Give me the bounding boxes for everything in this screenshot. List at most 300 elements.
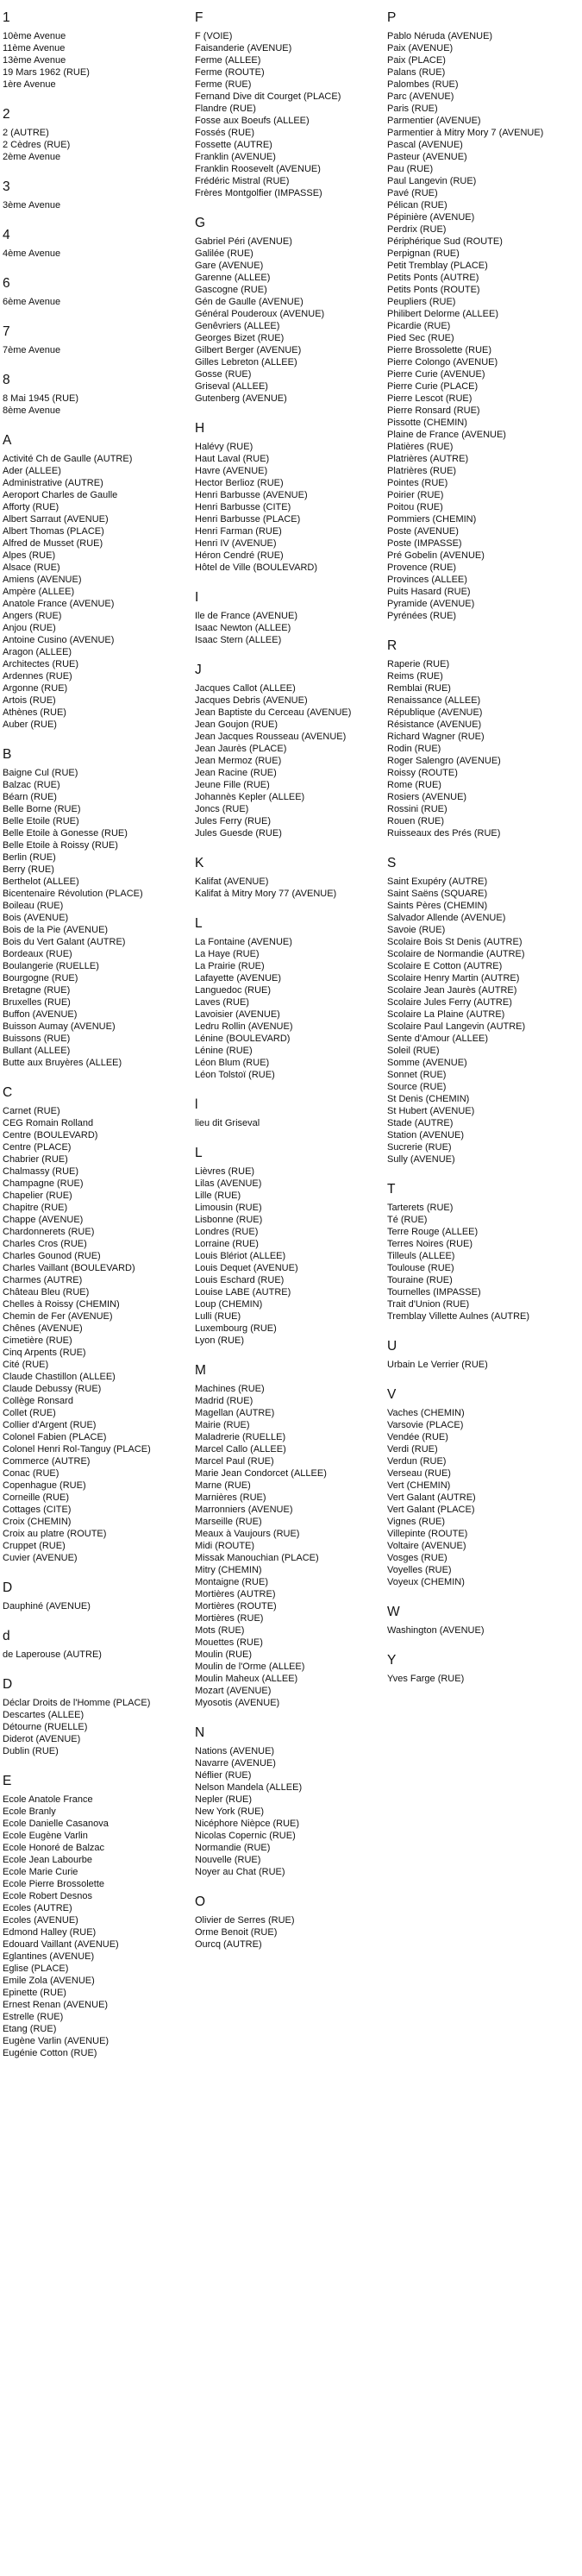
- street-item[interactable]: Berry (RUE): [3, 864, 54, 875]
- street-item[interactable]: Palans (RUE): [387, 67, 446, 78]
- street-item[interactable]: Poste (IMPASSE): [387, 538, 462, 549]
- street-item[interactable]: Belle Etoile à Roissy (RUE): [3, 840, 118, 851]
- street-item[interactable]: Résistance (AVENUE): [387, 719, 482, 730]
- street-item[interactable]: Terre Rouge (ALLEE): [387, 1227, 479, 1237]
- street-item[interactable]: Louis Eschard (RUE): [195, 1275, 285, 1285]
- street-item[interactable]: Petits Ponts (ROUTE): [387, 285, 480, 295]
- street-item[interactable]: Ecole Jean Labourbe: [3, 1855, 92, 1865]
- street-item[interactable]: Marcel Callo (ALLEE): [195, 1444, 286, 1454]
- street-item[interactable]: Pépinière (AVENUE): [387, 212, 475, 223]
- street-item[interactable]: Pyramide (AVENUE): [387, 599, 475, 609]
- street-item[interactable]: Pierre Curie (AVENUE): [387, 369, 485, 380]
- street-item[interactable]: St Denis (CHEMIN): [387, 1094, 470, 1104]
- street-item[interactable]: Roger Salengro (AVENUE): [387, 756, 501, 766]
- street-item[interactable]: Verseau (RUE): [387, 1468, 451, 1479]
- street-item[interactable]: Charmes (AUTRE): [3, 1275, 83, 1285]
- street-item[interactable]: Lénine (BOULEVARD): [195, 1034, 291, 1044]
- street-item[interactable]: Johannès Kepler (ALLEE): [195, 792, 305, 802]
- street-item[interactable]: lieu dit Griseval: [195, 1118, 260, 1128]
- street-item[interactable]: Gabriel Péri (AVENUE): [195, 236, 292, 247]
- street-item[interactable]: Somme (AVENUE): [387, 1058, 467, 1068]
- street-item[interactable]: Carnet (RUE): [3, 1106, 60, 1116]
- street-item[interactable]: Chabrier (RUE): [3, 1154, 68, 1165]
- street-item[interactable]: Jean Jacques Rousseau (AVENUE): [195, 732, 347, 742]
- street-item[interactable]: Toulouse (RUE): [387, 1263, 454, 1273]
- street-item[interactable]: Mortières (ROUTE): [195, 1601, 277, 1612]
- street-item[interactable]: Bois (AVENUE): [3, 913, 69, 923]
- street-item[interactable]: Ampère (ALLEE): [3, 587, 75, 597]
- street-item[interactable]: Poste (AVENUE): [387, 526, 459, 537]
- street-item[interactable]: Lyon (RUE): [195, 1335, 245, 1346]
- street-item[interactable]: Chênes (AVENUE): [3, 1323, 83, 1334]
- street-item[interactable]: Dublin (RUE): [3, 1746, 59, 1756]
- street-item[interactable]: Saint Saëns (SQUARE): [387, 889, 488, 899]
- street-item[interactable]: Corneille (RUE): [3, 1492, 70, 1503]
- street-item[interactable]: Vosges (RUE): [387, 1553, 447, 1563]
- street-item[interactable]: Terres Noires (RUE): [387, 1239, 473, 1249]
- street-item[interactable]: Pyrénées (RUE): [387, 611, 457, 621]
- street-item[interactable]: 2 Cèdres (RUE): [3, 140, 71, 150]
- street-item[interactable]: Noyer au Chat (RUE): [195, 1867, 285, 1877]
- street-item[interactable]: Luxembourg (RUE): [195, 1323, 277, 1334]
- street-item[interactable]: Cottages (CITE): [3, 1505, 72, 1515]
- street-item[interactable]: Ile de France (AVENUE): [195, 611, 298, 621]
- street-item[interactable]: Mozart (AVENUE): [195, 1686, 272, 1696]
- street-item[interactable]: Jacques Callot (ALLEE): [195, 683, 296, 694]
- street-item[interactable]: Té (RUE): [387, 1215, 428, 1225]
- street-item[interactable]: Sonnet (RUE): [387, 1070, 447, 1080]
- street-item[interactable]: Voyelles (RUE): [387, 1565, 452, 1575]
- street-item[interactable]: Marne (RUE): [195, 1480, 251, 1491]
- street-item[interactable]: Rosiers (AVENUE): [387, 792, 467, 802]
- street-item[interactable]: 6ème Avenue: [3, 297, 61, 307]
- street-item[interactable]: Gascogne (RUE): [195, 285, 267, 295]
- street-item[interactable]: Albert Sarraut (AVENUE): [3, 514, 109, 525]
- street-item[interactable]: Richard Wagner (RUE): [387, 732, 485, 742]
- street-item[interactable]: Buissons (RUE): [3, 1034, 71, 1044]
- street-item[interactable]: Copenhague (RUE): [3, 1480, 86, 1491]
- street-item[interactable]: Raperie (RUE): [387, 659, 450, 669]
- street-item[interactable]: Paris (RUE): [387, 104, 438, 114]
- street-item[interactable]: Collier d'Argent (RUE): [3, 1420, 97, 1430]
- street-item[interactable]: Puits Hasard (RUE): [387, 587, 471, 597]
- street-item[interactable]: Franklin Roosevelt (AVENUE): [195, 164, 321, 174]
- street-item[interactable]: Urbain Le Verrier (RUE): [387, 1360, 488, 1370]
- street-item[interactable]: Madrid (RUE): [195, 1396, 253, 1406]
- street-item[interactable]: Ecole Eugène Varlin: [3, 1831, 88, 1841]
- street-item[interactable]: Halévy (RUE): [195, 442, 253, 452]
- street-item[interactable]: Rossini (RUE): [387, 804, 447, 814]
- street-item[interactable]: La Prairie (RUE): [195, 961, 265, 971]
- street-item[interactable]: Provinces (ALLEE): [387, 575, 467, 585]
- street-item[interactable]: Mouettes (RUE): [195, 1637, 263, 1648]
- street-item[interactable]: Charles Gounod (RUE): [3, 1251, 101, 1261]
- street-item[interactable]: St Hubert (AVENUE): [387, 1106, 475, 1116]
- street-item[interactable]: Louise LABE (AUTRE): [195, 1287, 291, 1297]
- street-item[interactable]: Pierre Colongo (AVENUE): [387, 357, 498, 368]
- street-item[interactable]: Château Bleu (RUE): [3, 1287, 90, 1297]
- street-item[interactable]: Jean Goujon (RUE): [195, 719, 278, 730]
- street-item[interactable]: Palombes (RUE): [387, 79, 459, 90]
- street-item[interactable]: Kalifat (AVENUE): [195, 876, 269, 887]
- street-item[interactable]: Vignes (RUE): [387, 1517, 446, 1527]
- street-item[interactable]: Amiens (AVENUE): [3, 575, 82, 585]
- street-item[interactable]: Ferme (ALLEE): [195, 55, 261, 66]
- street-item[interactable]: Midi (ROUTE): [195, 1541, 255, 1551]
- street-item[interactable]: Gilles Lebreton (ALLEE): [195, 357, 297, 368]
- street-item[interactable]: Louis Dequet (AVENUE): [195, 1263, 298, 1273]
- street-item[interactable]: Gutenberg (AVENUE): [195, 393, 287, 404]
- street-item[interactable]: Eglantines (AVENUE): [3, 1951, 95, 1962]
- street-item[interactable]: Roissy (ROUTE): [387, 768, 458, 778]
- street-item[interactable]: Chappe (AVENUE): [3, 1215, 84, 1225]
- street-item[interactable]: Lille (RUE): [195, 1191, 241, 1201]
- street-item[interactable]: Olivier de Serres (RUE): [195, 1915, 295, 1926]
- street-item[interactable]: Dauphiné (AVENUE): [3, 1601, 91, 1612]
- street-item[interactable]: 1ère Avenue: [3, 79, 56, 90]
- street-item[interactable]: Pommiers (CHEMIN): [387, 514, 477, 525]
- street-item[interactable]: Vert Galant (PLACE): [387, 1505, 475, 1515]
- street-item[interactable]: Alpes (RUE): [3, 550, 56, 561]
- street-item[interactable]: République (AVENUE): [387, 707, 483, 718]
- street-item[interactable]: Scolaire Bois St Denis (AUTRE): [387, 937, 523, 947]
- street-item[interactable]: Mots (RUE): [195, 1625, 245, 1636]
- street-item[interactable]: Parc (AVENUE): [387, 91, 454, 102]
- street-item[interactable]: 2 (AUTRE): [3, 128, 49, 138]
- street-item[interactable]: Pascal (AVENUE): [387, 140, 463, 150]
- street-item[interactable]: Marseille (RUE): [195, 1517, 262, 1527]
- street-item[interactable]: Isaac Newton (ALLEE): [195, 623, 291, 633]
- street-item[interactable]: Georges Bizet (RUE): [195, 333, 285, 343]
- street-item[interactable]: Ferme (RUE): [195, 79, 252, 90]
- street-item[interactable]: Frères Montgolfier (IMPASSE): [195, 188, 322, 198]
- street-item[interactable]: Fossette (AUTRE): [195, 140, 272, 150]
- street-item[interactable]: Buffon (AVENUE): [3, 1009, 78, 1020]
- street-item[interactable]: Pablo Néruda (AVENUE): [387, 31, 493, 41]
- street-item[interactable]: Remblai (RUE): [387, 683, 451, 694]
- street-item[interactable]: Jean Racine (RUE): [195, 768, 277, 778]
- street-item[interactable]: Poirier (RUE): [387, 490, 444, 500]
- street-item[interactable]: Edouard Vaillant (AVENUE): [3, 1939, 119, 1950]
- street-item[interactable]: Ecole Honoré de Balzac: [3, 1843, 105, 1853]
- street-item[interactable]: Maladrerie (RUELLE): [195, 1432, 286, 1442]
- street-item[interactable]: Scolaire Jules Ferry (AUTRE): [387, 997, 512, 1008]
- street-item[interactable]: Henri Barbusse (CITE): [195, 502, 291, 512]
- street-item[interactable]: Gilbert Berger (AVENUE): [195, 345, 302, 355]
- street-item[interactable]: Parmentier (AVENUE): [387, 116, 481, 126]
- street-item[interactable]: Paul Langevin (RUE): [387, 176, 477, 186]
- street-item[interactable]: Lièvres (RUE): [195, 1166, 255, 1177]
- street-item[interactable]: Normandie (RUE): [195, 1843, 271, 1853]
- street-item[interactable]: 10ème Avenue: [3, 31, 66, 41]
- street-item[interactable]: Bicentenaire Révolution (PLACE): [3, 889, 143, 899]
- street-item[interactable]: Colonel Fabien (PLACE): [3, 1432, 107, 1442]
- street-item[interactable]: Jules Ferry (RUE): [195, 816, 272, 826]
- street-item[interactable]: Croix (CHEMIN): [3, 1517, 72, 1527]
- street-item[interactable]: Champagne (RUE): [3, 1178, 84, 1189]
- street-item[interactable]: Eglise (PLACE): [3, 1963, 69, 1974]
- street-item[interactable]: Ledru Rollin (AVENUE): [195, 1021, 293, 1032]
- street-item[interactable]: Cuvier (AVENUE): [3, 1553, 78, 1563]
- street-item[interactable]: Gosse (RUE): [195, 369, 252, 380]
- street-item[interactable]: Centre (BOULEVARD): [3, 1130, 98, 1140]
- street-item[interactable]: Saints Pères (CHEMIN): [387, 901, 488, 911]
- street-item[interactable]: Lisbonne (RUE): [195, 1215, 263, 1225]
- street-item[interactable]: Scolaire La Plaine (AUTRE): [387, 1009, 505, 1020]
- street-item[interactable]: Scolaire de Normandie (AUTRE): [387, 949, 525, 959]
- street-item[interactable]: Vert Galant (AUTRE): [387, 1492, 476, 1503]
- street-item[interactable]: Cruppet (RUE): [3, 1541, 66, 1551]
- street-item[interactable]: Athènes (RUE): [3, 707, 66, 718]
- street-item[interactable]: Laves (RUE): [195, 997, 249, 1008]
- street-item[interactable]: Villepinte (ROUTE): [387, 1529, 468, 1539]
- street-item[interactable]: Petit Tremblay (PLACE): [387, 261, 488, 271]
- street-item[interactable]: Alsace (RUE): [3, 562, 60, 573]
- street-item[interactable]: Nepler (RUE): [195, 1794, 253, 1805]
- street-item[interactable]: Gén de Gaulle (AVENUE): [195, 297, 304, 307]
- street-item[interactable]: Nicolas Copernic (RUE): [195, 1831, 296, 1841]
- street-item[interactable]: Perdrix (RUE): [387, 224, 447, 235]
- street-item[interactable]: Galilée (RUE): [195, 248, 253, 259]
- street-item[interactable]: Orme Benoit (RUE): [195, 1927, 278, 1938]
- street-item[interactable]: Ecoles (AVENUE): [3, 1915, 78, 1926]
- street-item[interactable]: Nicéphore Nièpce (RUE): [195, 1819, 300, 1829]
- street-item[interactable]: Ecole Danielle Casanova: [3, 1819, 109, 1829]
- street-item[interactable]: Chapelier (RUE): [3, 1191, 72, 1201]
- street-item[interactable]: Bretagne (RUE): [3, 985, 71, 996]
- street-item[interactable]: Poitou (RUE): [387, 502, 443, 512]
- street-item[interactable]: Marnières (RUE): [195, 1492, 266, 1503]
- street-item[interactable]: Faisanderie (AVENUE): [195, 43, 292, 53]
- street-item[interactable]: Cinq Arpents (RUE): [3, 1348, 86, 1358]
- street-item[interactable]: La Fontaine (AVENUE): [195, 937, 292, 947]
- street-item[interactable]: Afforty (RUE): [3, 502, 59, 512]
- street-item[interactable]: Angers (RUE): [3, 611, 62, 621]
- street-item[interactable]: Frédéric Mistral (RUE): [195, 176, 290, 186]
- street-item[interactable]: Jacques Debris (AVENUE): [195, 695, 308, 706]
- street-item[interactable]: Jules Guesde (RUE): [195, 828, 282, 839]
- street-item[interactable]: Ardennes (RUE): [3, 671, 72, 682]
- street-item[interactable]: Sente d'Amour (ALLEE): [387, 1034, 489, 1044]
- street-item[interactable]: Havre (AVENUE): [195, 466, 268, 476]
- street-item[interactable]: Savoie (RUE): [387, 925, 446, 935]
- street-item[interactable]: Belle Borne (RUE): [3, 804, 81, 814]
- street-item[interactable]: Marronniers (AVENUE): [195, 1505, 293, 1515]
- street-item[interactable]: Auber (RUE): [3, 719, 57, 730]
- street-item[interactable]: Croix au platre (ROUTE): [3, 1529, 107, 1539]
- street-item[interactable]: Vaches (CHEMIN): [387, 1408, 465, 1418]
- street-item[interactable]: Architectes (RUE): [3, 659, 79, 669]
- street-item[interactable]: Moulin Maheux (ALLEE): [195, 1674, 298, 1684]
- street-item[interactable]: Moulin (RUE): [195, 1649, 253, 1660]
- street-item[interactable]: Marie Jean Condorcet (ALLEE): [195, 1468, 327, 1479]
- street-item[interactable]: Tarterets (RUE): [387, 1203, 454, 1213]
- street-item[interactable]: 19 Mars 1962 (RUE): [3, 67, 90, 78]
- street-item[interactable]: Pavé (RUE): [387, 188, 438, 198]
- street-item[interactable]: Languedoc (RUE): [195, 985, 272, 996]
- street-item[interactable]: Bourgogne (RUE): [3, 973, 78, 983]
- street-item[interactable]: Pré Gobelin (AVENUE): [387, 550, 485, 561]
- street-item[interactable]: Vert (CHEMIN): [387, 1480, 451, 1491]
- street-item[interactable]: 13ème Avenue: [3, 55, 66, 66]
- street-item[interactable]: Chalmassy (RUE): [3, 1166, 79, 1177]
- street-item[interactable]: Ecoles (AUTRE): [3, 1903, 72, 1913]
- street-item[interactable]: 8ème Avenue: [3, 405, 61, 416]
- street-item[interactable]: Général Pouderoux (AVENUE): [195, 309, 325, 319]
- street-item[interactable]: Béarn (RUE): [3, 792, 57, 802]
- street-item[interactable]: Baigne Cul (RUE): [3, 768, 78, 778]
- street-item[interactable]: Limousin (RUE): [195, 1203, 262, 1213]
- street-item[interactable]: Ecole Pierre Brossolette: [3, 1879, 104, 1889]
- street-item[interactable]: Nouvelle (RUE): [195, 1855, 261, 1865]
- street-item[interactable]: Administrative (AUTRE): [3, 478, 103, 488]
- street-item[interactable]: 3ème Avenue: [3, 200, 61, 210]
- street-item[interactable]: Griseval (ALLEE): [195, 381, 268, 392]
- street-item[interactable]: Pasteur (AVENUE): [387, 152, 467, 162]
- street-item[interactable]: Bordeaux (RUE): [3, 949, 72, 959]
- street-item[interactable]: Périphérique Sud (ROUTE): [387, 236, 503, 247]
- street-item[interactable]: Salvador Allende (AVENUE): [387, 913, 506, 923]
- street-item[interactable]: Pierre Curie (PLACE): [387, 381, 479, 392]
- street-item[interactable]: Stade (AUTRE): [387, 1118, 454, 1128]
- street-item[interactable]: Henri Barbusse (AVENUE): [195, 490, 308, 500]
- street-item[interactable]: Tilleuls (ALLEE): [387, 1251, 455, 1261]
- street-item[interactable]: Lénine (RUE): [195, 1046, 253, 1056]
- street-item[interactable]: de Laperouse (AUTRE): [3, 1649, 102, 1660]
- street-item[interactable]: Emile Zola (AVENUE): [3, 1976, 95, 1986]
- street-item[interactable]: Anjou (RUE): [3, 623, 56, 633]
- street-item[interactable]: Déclar Droits de l'Homme (PLACE): [3, 1698, 151, 1708]
- street-item[interactable]: Argonne (RUE): [3, 683, 68, 694]
- street-item[interactable]: Charles Cros (RUE): [3, 1239, 87, 1249]
- street-item[interactable]: Ecole Marie Curie: [3, 1867, 78, 1877]
- street-item[interactable]: Chelles à Roissy (CHEMIN): [3, 1299, 120, 1310]
- street-item[interactable]: Trait d'Union (RUE): [387, 1299, 470, 1310]
- street-item[interactable]: CEG Romain Rolland: [3, 1118, 94, 1128]
- street-item[interactable]: Pointes (RUE): [387, 478, 448, 488]
- street-item[interactable]: Henri Farman (RUE): [195, 526, 282, 537]
- street-item[interactable]: La Haye (RUE): [195, 949, 260, 959]
- street-item[interactable]: Activité Ch de Gaulle (AUTRE): [3, 454, 133, 464]
- street-item[interactable]: Bruxelles (RUE): [3, 997, 71, 1008]
- street-item[interactable]: Louis Blériot (ALLEE): [195, 1251, 286, 1261]
- street-item[interactable]: Lavoisier (AVENUE): [195, 1009, 280, 1020]
- street-item[interactable]: Collet (RUE): [3, 1408, 56, 1418]
- street-item[interactable]: Rome (RUE): [387, 780, 441, 790]
- street-item[interactable]: Platrières (RUE): [387, 466, 457, 476]
- street-item[interactable]: Washington (AVENUE): [387, 1625, 485, 1636]
- street-item[interactable]: Voyeux (CHEMIN): [387, 1577, 465, 1587]
- street-item[interactable]: Yves Farge (RUE): [387, 1674, 465, 1684]
- street-item[interactable]: Franklin (AVENUE): [195, 152, 276, 162]
- street-item[interactable]: Isaac Stern (ALLEE): [195, 635, 282, 645]
- street-item[interactable]: F (VOIE): [195, 31, 233, 41]
- street-item[interactable]: Aragon (ALLEE): [3, 647, 72, 657]
- street-item[interactable]: Etang (RUE): [3, 2024, 57, 2034]
- street-item[interactable]: Mairie (RUE): [195, 1420, 250, 1430]
- street-item[interactable]: Ader (ALLEE): [3, 466, 61, 476]
- street-item[interactable]: Artois (RUE): [3, 695, 56, 706]
- street-item[interactable]: Ernest Renan (AVENUE): [3, 2000, 109, 2010]
- street-item[interactable]: Chemin de Fer (AVENUE): [3, 1311, 113, 1322]
- street-item[interactable]: Pierre Ronsard (RUE): [387, 405, 480, 416]
- street-item[interactable]: 7ème Avenue: [3, 345, 61, 355]
- street-item[interactable]: Epinette (RUE): [3, 1988, 66, 1998]
- street-item[interactable]: Rouen (RUE): [387, 816, 445, 826]
- street-item[interactable]: Tremblay Villette Aulnes (AUTRE): [387, 1311, 530, 1322]
- street-item[interactable]: Chapitre (RUE): [3, 1203, 68, 1213]
- street-item[interactable]: Butte aux Bruyères (ALLEE): [3, 1058, 122, 1068]
- street-item[interactable]: Ecole Anatole France: [3, 1794, 93, 1805]
- street-item[interactable]: Ourcq (AUTRE): [195, 1939, 262, 1950]
- street-item[interactable]: Fossés (RUE): [195, 128, 255, 138]
- street-item[interactable]: Vendée (RUE): [387, 1432, 448, 1442]
- street-item[interactable]: 8 Mai 1945 (RUE): [3, 393, 79, 404]
- street-item[interactable]: Philibert Delorme (ALLEE): [387, 309, 498, 319]
- street-item[interactable]: Chardonnerets (RUE): [3, 1227, 95, 1237]
- street-item[interactable]: Mitry (CHEMIN): [195, 1565, 262, 1575]
- street-item[interactable]: Magellan (AUTRE): [195, 1408, 275, 1418]
- street-item[interactable]: Aeroport Charles de Gaulle: [3, 490, 118, 500]
- street-item[interactable]: Rodin (RUE): [387, 744, 441, 754]
- street-item[interactable]: Bullant (ALLEE): [3, 1046, 71, 1056]
- street-item[interactable]: Léon Blum (RUE): [195, 1058, 270, 1068]
- street-item[interactable]: Ruisseaux des Prés (RUE): [387, 828, 501, 839]
- street-item[interactable]: Navarre (AVENUE): [195, 1758, 276, 1769]
- street-item[interactable]: Ecole Branly: [3, 1806, 56, 1817]
- street-item[interactable]: Nations (AVENUE): [195, 1746, 275, 1756]
- street-item[interactable]: Montaigne (RUE): [195, 1577, 268, 1587]
- street-item[interactable]: Ferme (ROUTE): [195, 67, 265, 78]
- street-item[interactable]: Jean Baptiste du Cerceau (AVENUE): [195, 707, 352, 718]
- street-item[interactable]: Peupliers (RUE): [387, 297, 456, 307]
- street-item[interactable]: Station (AVENUE): [387, 1130, 465, 1140]
- street-item[interactable]: Fernand Dive dit Courget (PLACE): [195, 91, 341, 102]
- street-item[interactable]: Lilas (AVENUE): [195, 1178, 262, 1189]
- street-item[interactable]: Charles Vaillant (BOULEVARD): [3, 1263, 135, 1273]
- street-item[interactable]: Provence (RUE): [387, 562, 457, 573]
- street-item[interactable]: Cité (RUE): [3, 1360, 49, 1370]
- street-item[interactable]: Bois de la Pie (AVENUE): [3, 925, 109, 935]
- street-item[interactable]: Marcel Paul (RUE): [195, 1456, 274, 1467]
- street-item[interactable]: Descartes (ALLEE): [3, 1710, 84, 1720]
- street-item[interactable]: Lorraine (RUE): [195, 1239, 259, 1249]
- street-item[interactable]: 2ème Avenue: [3, 152, 61, 162]
- street-item[interactable]: Eugène Varlin (AVENUE): [3, 2036, 110, 2046]
- street-item[interactable]: Buisson Aumay (AVENUE): [3, 1021, 116, 1032]
- street-item[interactable]: Saint Exupéry (AUTRE): [387, 876, 488, 887]
- street-item[interactable]: Cimetière (RUE): [3, 1335, 72, 1346]
- street-item[interactable]: Parmentier à Mitry Mory 7 (AVENUE): [387, 128, 544, 138]
- street-item[interactable]: Belle Etoile (RUE): [3, 816, 79, 826]
- street-item[interactable]: Edmond Halley (RUE): [3, 1927, 97, 1938]
- street-item[interactable]: Mortières (AUTRE): [195, 1589, 276, 1599]
- street-item[interactable]: Meaux à Vaujours (RUE): [195, 1529, 300, 1539]
- street-item[interactable]: Paix (AVENUE): [387, 43, 454, 53]
- street-item[interactable]: Soleil (RUE): [387, 1046, 440, 1056]
- street-item[interactable]: Mortières (RUE): [195, 1613, 264, 1624]
- street-item[interactable]: Scolaire Henry Martin (AUTRE): [387, 973, 520, 983]
- street-item[interactable]: 4ème Avenue: [3, 248, 61, 259]
- street-item[interactable]: Sucrerie (RUE): [387, 1142, 452, 1153]
- street-item[interactable]: Scolaire E Cotton (AUTRE): [387, 961, 503, 971]
- street-item[interactable]: Jeune Fille (RUE): [195, 780, 270, 790]
- street-item[interactable]: Néflier (RUE): [195, 1770, 252, 1781]
- street-item[interactable]: Estrelle (RUE): [3, 2012, 64, 2022]
- street-item[interactable]: Reims (RUE): [387, 671, 443, 682]
- street-item[interactable]: Gare (AVENUE): [195, 261, 264, 271]
- street-item[interactable]: Eugénie Cotton (RUE): [3, 2048, 97, 2058]
